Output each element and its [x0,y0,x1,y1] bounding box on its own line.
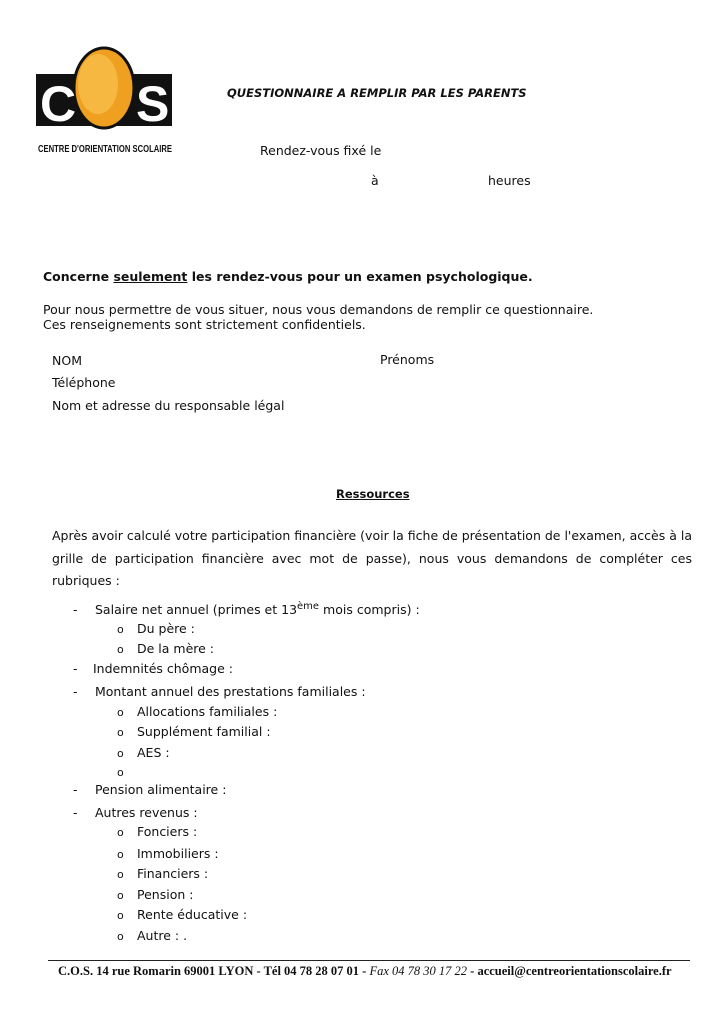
ressources-paragraph: Après avoir calculé votre participation financière (voir la fiche de présentation de l'examen, accès à la grille de participation financière avec mot de passe), nous vous demandons de compléter ces rubriques : [52,528,692,588]
financiers-item: Financiers : [137,866,209,881]
mere-item: De la mère : [137,641,215,656]
bullet-icon: o [117,909,124,922]
bullet-icon: o [117,643,124,656]
rdv-at-label: à [371,173,379,188]
rente-item: Rente éducative : [137,907,248,922]
list-dash: - [73,602,78,617]
nom-label: NOM [52,353,82,368]
list-dash: - [73,661,78,676]
intro-line-1: Pour nous permettre de vous situer, nous vous demandons de remplir ce questionnaire. [43,302,594,317]
rdv-label: Rendez-vous fixé le [260,143,382,158]
bullet-icon: o [117,706,124,719]
logo-letter-c: C [40,76,77,132]
cos-logo [36,44,176,156]
footer-email: - accueil@centreorientationscolaire.fr [470,964,672,978]
intro-line-2: Ces renseignements sont strictement confidentiels. [43,317,366,332]
bullet-icon: o [117,848,124,861]
autres-revenus-item: Autres revenus : [95,805,198,820]
salaire-prefix: Salaire net annuel (primes et 13 [95,602,298,618]
salaire-sup: ème [297,601,320,612]
bullet-icon: o [117,826,124,839]
bullet-icon: o [117,930,124,943]
footer-fax: Fax 04 78 30 17 22 [366,964,471,978]
ressources-heading: Ressources [336,487,410,501]
prenoms-label: Prénoms [380,352,435,367]
bullet-icon: o [117,868,124,881]
pere-item: Du père : [137,621,195,636]
list-dash: - [73,782,78,797]
chomage-item: Indemnités chômage : [93,661,233,676]
supplement-item: Supplément familial : [137,724,271,739]
aes-item: AES : [137,745,170,760]
logo-orange-highlight [78,54,118,114]
footer [58,964,672,979]
bullet-icon: o [117,726,124,739]
bullet-icon: o [117,747,124,760]
logo-letter-s: S [136,76,170,132]
bullet-icon: o [117,889,124,902]
bullet-icon: o [117,623,124,636]
autre-item: Autre : . [137,928,188,943]
notice-prefix: Concerne [43,269,114,284]
pension-item: Pension : [137,887,194,902]
footer-divider [48,960,690,961]
immobiliers-item: Immobiliers : [137,846,219,861]
salaire-item [95,601,420,617]
notice-suffix: les rendez-vous pour un examen psychologique. [187,269,533,284]
bullet-icon: o [117,766,124,779]
notice-text [43,269,533,284]
notice-emphasis: seulement [113,269,188,284]
telephone-label: Téléphone [52,375,116,390]
prestations-item: Montant annuel des prestations familiales : [95,684,366,699]
responsable-label: Nom et adresse du responsable légal [52,398,285,413]
list-dash: - [73,684,78,699]
page-title: QUESTIONNAIRE A REMPLIR PAR LES PARENTS [227,86,527,100]
footer-org: C.O.S. 14 rue Romarin 69001 LYON - Tél 04 78 28 07 01 - [58,964,367,978]
rdv-hours-label: heures [488,173,531,188]
fonciers-item: Fonciers : [137,824,198,839]
logo-caption: CENTRE D'ORIENTATION SCOLAIRE [38,143,172,155]
allocations-item: Allocations familiales : [137,704,278,719]
salaire-suffix: mois compris) : [319,602,420,618]
pension-alimentaire-item: Pension alimentaire : [95,782,227,797]
list-dash: - [73,805,78,820]
